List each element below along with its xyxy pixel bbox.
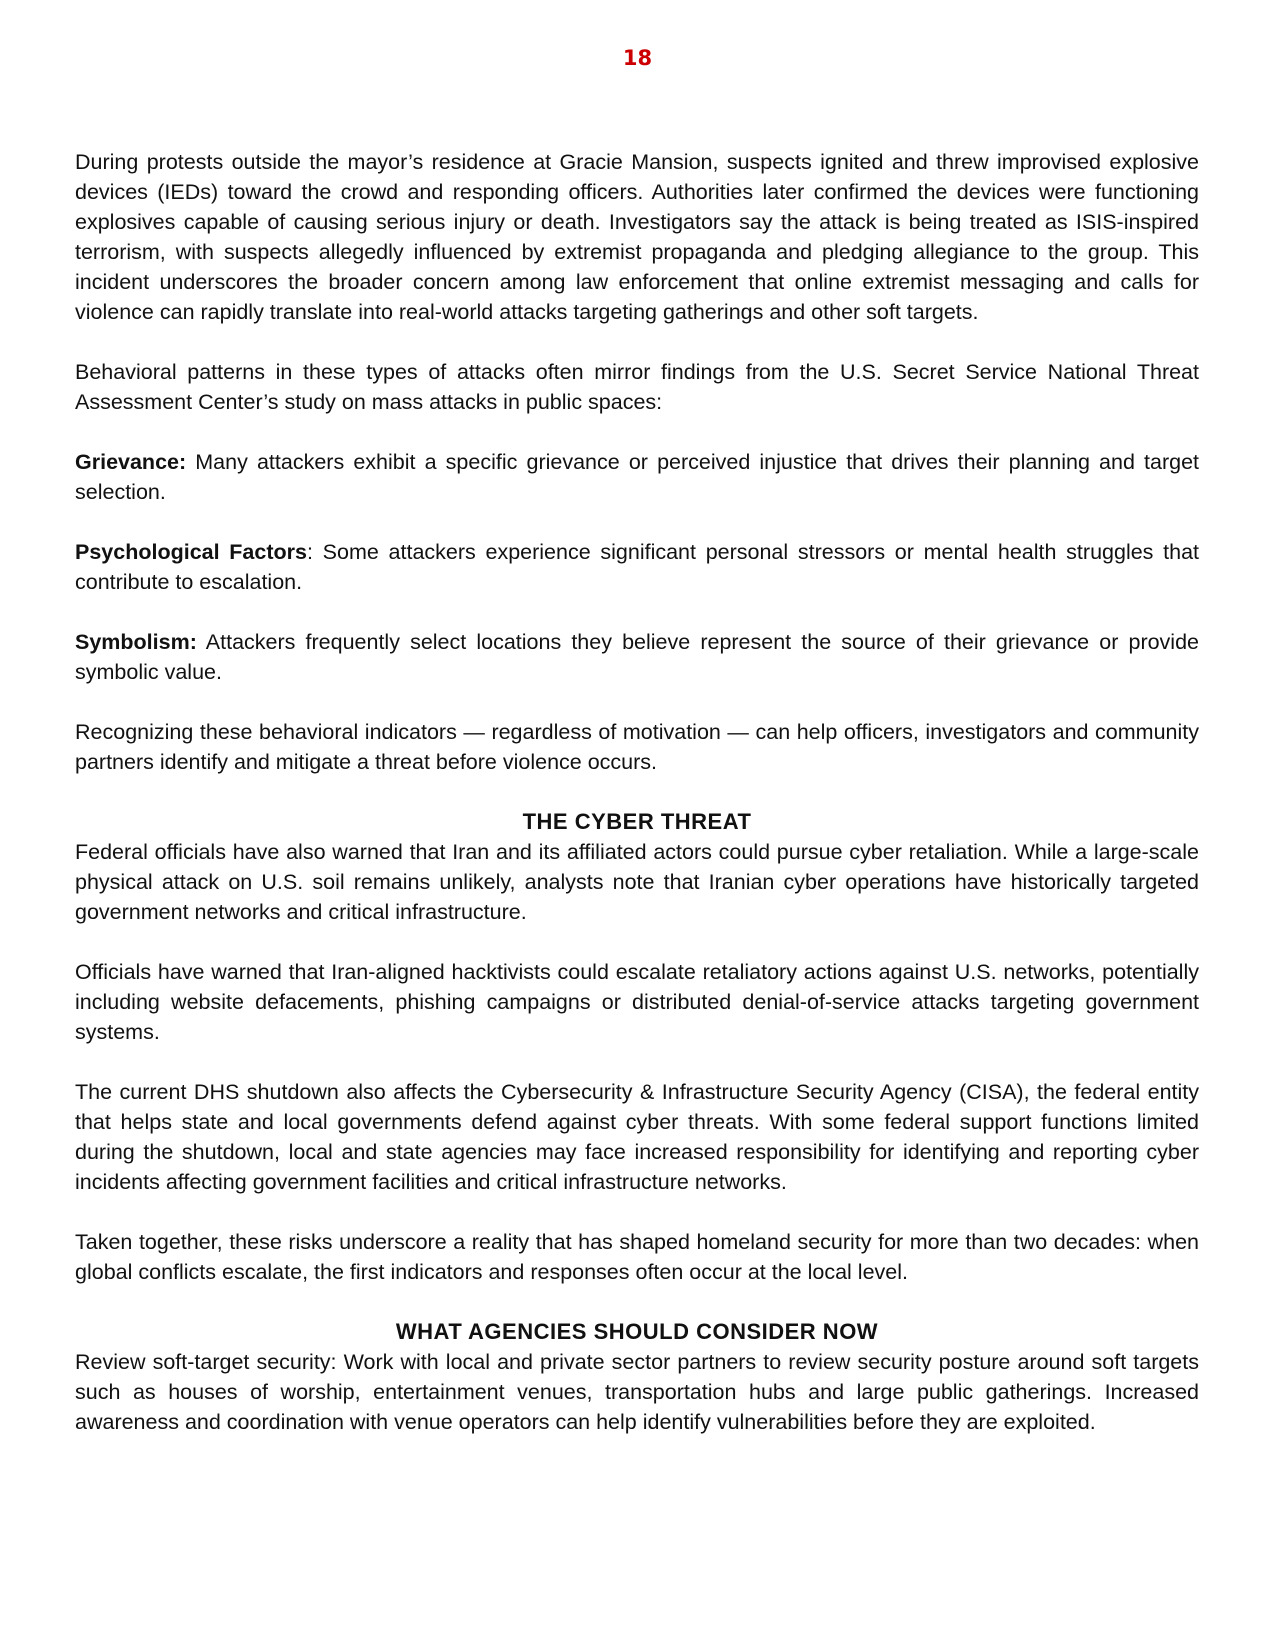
factor-psychological bbox=[75, 537, 1199, 597]
factor-term: Symbolism: bbox=[75, 630, 197, 654]
section-heading-cyber-threat: THE CYBER THREAT bbox=[522, 809, 752, 834]
factor-text: Attackers frequently select locations they believe represent the source of their grievance or provide symbolic value. bbox=[75, 630, 1199, 684]
agencies-paragraph: Review soft-target security: Work with local and private sector partners to review security posture around soft targets such as houses of worship, entertainment venues, transportation hubs and large public gatherings. Increased awareness and coordination with venue operators can help identify vulnerabilities before they are exploited. bbox=[75, 1350, 1199, 1434]
factor-term: Psychological Factors bbox=[75, 540, 307, 564]
cyber-paragraph: Officials have warned that Iran-aligned hacktivists could escalate retaliatory actions against U.S. networks, potentially including website defacements, phishing campaigns or distributed denial-of-service attacks targeting government systems. bbox=[75, 960, 1199, 1044]
page-number: 18 bbox=[622, 46, 653, 70]
factor-grievance bbox=[75, 447, 1199, 507]
factor-symbolism bbox=[75, 627, 1199, 687]
cyber-paragraph: Taken together, these risks underscore a reality that has shaped homeland security for more than two decades: when global conflicts escalate, the first indicators and responses often occur at the local level. bbox=[75, 1230, 1199, 1284]
section-heading-agencies: WHAT AGENCIES SHOULD CONSIDER NOW bbox=[395, 1319, 879, 1344]
indicators-closing-paragraph: Recognizing these behavioral indicators — regardless of motivation — can help officers, investigators and community partners identify and mitigate a threat before violence occurs. bbox=[75, 720, 1199, 774]
intro-paragraph: During protests outside the mayor’s residence at Gracie Mansion, suspects ignited and threw improvised explosive devices (IEDs) toward the crowd and responding officers. Authorities later confirmed the devices were functioning explosives capable of causing serious injury or death. Investigators say the attack is being treated as ISIS-inspired terrorism, with suspects allegedly influenced by extremist propaganda and pledging allegiance to the group. This incident underscores the broader concern among law enforcement that online extremist messaging and calls for violence can rapidly translate into real-world attacks targeting gatherings and other soft targets. bbox=[75, 150, 1199, 324]
cyber-paragraph: Federal officials have also warned that Iran and its affiliated actors could pursue cyber retaliation. While a large-scale physical attack on U.S. soil remains unlikely, analysts note that Iranian cyber operations have historically targeted government networks and critical infrastructure. bbox=[75, 840, 1199, 924]
factor-term: Grievance: bbox=[75, 450, 187, 474]
factor-text: Many attackers exhibit a specific grievance or perceived injustice that drives their planning and target selection. bbox=[75, 450, 1199, 504]
factor-text: : Some attackers experience significant personal stressors or mental health struggles that contribute to escalation. bbox=[75, 540, 1199, 594]
cyber-paragraph: The current DHS shutdown also affects the Cybersecurity & Infrastructure Security Agency (CISA), the federal entity that helps state and local governments defend against cyber threats. With some federal support functions limited during the shutdown, local and state agencies may face increased responsibility for identifying and reporting cyber incidents affecting government facilities and critical infrastructure networks. bbox=[75, 1080, 1199, 1194]
page-body bbox=[75, 147, 1199, 1467]
behavioral-patterns-paragraph: Behavioral patterns in these types of attacks often mirror findings from the U.S. Secret Service National Threat Assessment Center’s study on mass attacks in public spaces: bbox=[75, 360, 1199, 414]
